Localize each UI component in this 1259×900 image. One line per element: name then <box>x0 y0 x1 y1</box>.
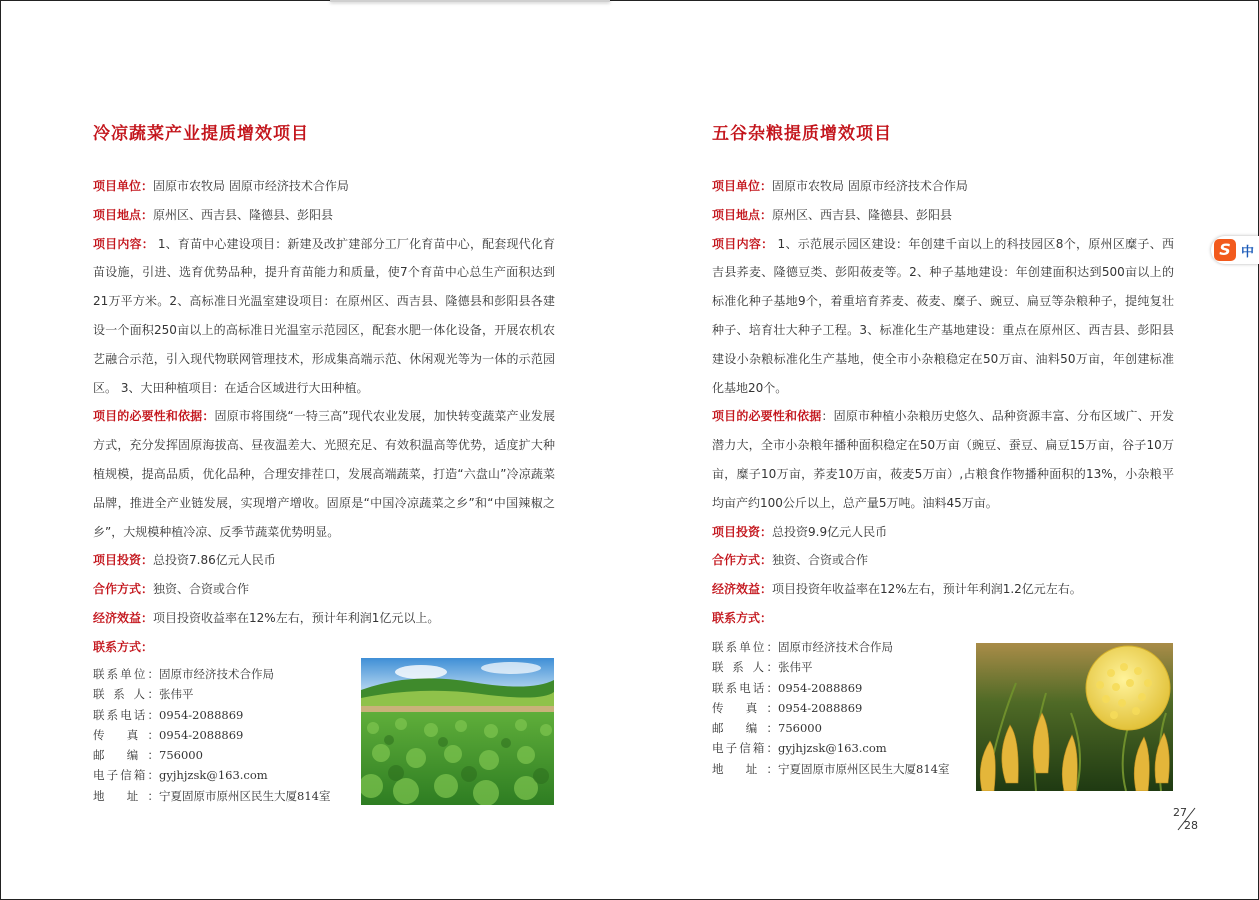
location-label: 项目地点： <box>712 207 773 222</box>
left-investment-row <box>93 546 555 575</box>
left-content-row <box>93 230 555 403</box>
contact-row: 邮 编：756000 <box>93 748 203 763</box>
investment-label: 项目投资： <box>93 553 154 568</box>
investment-label: 项目投资： <box>712 524 773 539</box>
benefit-label: 经济效益： <box>93 610 154 625</box>
page-number <box>1170 806 1202 834</box>
right-unit-row <box>712 172 1174 201</box>
content-value: 1、示范展示园区建设：年创建千亩以上的科技园区8个，原州区糜子、西吉县荞麦、隆德豆类、彭阳莜麦等。2、种子基地建设：年创建面积达到500亩以上的标准化种子基地9个，着重培育荞麦、莜麦、糜子、豌豆、扁豆等杂粮种子，提纯复壮种子、培育壮大种子工程。3、标准化生产基地建设：重点在原州区、西吉县、彭阳县建设小杂粮标准化生产基地，使全市小杂粮稳定在50万亩、油料50万亩，年创建标准化基地20个。 <box>712 236 1174 395</box>
right-content-row <box>712 230 1174 403</box>
content-label: 项目内容： <box>93 236 154 251</box>
unit-value: 固原市农牧局 固原市经济技术合作局 <box>153 179 349 193</box>
basis-value: ：固原市种植小杂粮历史悠久、品种资源丰富、分布区域广、开发潜力大，全市小杂粮年播种面积稳定在50万亩（豌豆、蚕豆、扁豆15万亩，谷子10万亩，糜子10万亩，荞麦10万亩，莜麦5万亩）,占粮食作物播种面积的13%，小杂粮平均亩产约100公斤以上，总产量5万吨。油料45万亩。 <box>712 409 1174 510</box>
coop-value: 独资、合资或合作 <box>772 553 869 568</box>
investment-value: 总投资7.86亿元人民币 <box>153 553 276 568</box>
page-current: 27 <box>1173 806 1187 819</box>
contact-row: 联 系 人：张伟平 <box>712 660 813 675</box>
contact-row: 地 址：宁夏固原市原州区民生大厦814室 <box>712 761 950 776</box>
location-label: 项目地点： <box>93 207 154 222</box>
right-contact-heading <box>712 604 1174 633</box>
right-investment-row <box>712 518 1174 547</box>
coop-label: 合作方式： <box>93 582 154 597</box>
location-value: 原州区、西吉县、隆德县、彭阳县 <box>153 207 334 222</box>
contact-row: 联系电话：0954-2088869 <box>93 707 244 722</box>
contact-row: 传 真：0954-2088869 <box>712 700 863 715</box>
ime-mode-toggle[interactable]: 中 <box>1241 245 1255 260</box>
benefit-label: 经济效益： <box>712 582 773 597</box>
contact-row: 地 址：宁夏固原市原州区民生大厦814室 <box>93 788 331 803</box>
page-next: 28 <box>1184 819 1198 832</box>
coop-value: 独资、合资或合作 <box>153 582 250 597</box>
unit-label: 项目单位： <box>93 179 154 193</box>
unit-value: 固原市农牧局 固原市经济技术合作局 <box>772 179 968 193</box>
right-benefit-row <box>712 575 1174 604</box>
content-value: 1、育苗中心建设项目：新建及改扩建部分工厂化育苗中心，配套现代化育苗设施，引进、选育优势品种，提升育苗能力和质量，使7个育苗中心总生产面积达到21万平方米。2、高标准日光温室建设项目：在原州区、西吉县、隆德县和彭阳县各建设一个面积250亩以上的高标准日光温室示范园区，配套水肥一体化设备，开展农机农艺融合示范，引入现代物联网管理技术，形成集高端示范、休闲观光等为一体的示范园区。 3、大田种植项目：在适合区域进行大田种植。 <box>93 236 555 395</box>
basis-value: 固原市将围绕“一特三高”现代农业发展，加快转变蔬菜产业发展方式，充分发挥固原海拔高、昼夜温差大、光照充足、有效积温高等优势，适度扩大种植规模，提高品质，优化品种，合理安排茬口，发展高端蔬菜，打造“六盘山”冷凉蔬菜品牌，推进全产业链发展，实现增产增收。固原是“中国冷凉蔬菜之乡”和“中国辣椒之乡”，大规模种植冷凉、反季节蔬菜优势明显。 <box>93 409 555 539</box>
right-contact-block <box>712 637 949 779</box>
left-project-title: 冷凉蔬菜产业提质增效项目 <box>93 124 309 144</box>
right-project-title: 五谷杂粮提质增效项目 <box>712 124 892 144</box>
contact-row: 联系单位：固原市经济技术合作局 <box>712 640 893 654</box>
left-basis-row <box>93 402 555 546</box>
benefit-value: 项目投资收益率在12%左右，预计年利润1亿元以上。 <box>153 610 440 625</box>
left-location-row <box>93 201 555 230</box>
contact-row: 传 真：0954-2088869 <box>93 727 244 742</box>
contact-row: 邮 编：756000 <box>712 721 822 736</box>
contact-label: 联系方式： <box>712 610 773 625</box>
left-benefit-row <box>93 604 555 633</box>
contact-row: 电子信箱：gyjhjzsk@163.com <box>712 741 887 756</box>
left-contact-block <box>93 664 330 806</box>
basis-label: 项目的必要性和依据： <box>93 409 215 424</box>
left-project-details <box>93 172 555 662</box>
unit-label: 项目单位： <box>712 179 773 193</box>
ime-toolbar[interactable] <box>1211 236 1259 264</box>
contact-row: 联系电话：0954-2088869 <box>712 680 863 695</box>
right-location-row <box>712 201 1174 230</box>
coop-label: 合作方式： <box>712 553 773 568</box>
right-project-details <box>712 172 1174 633</box>
left-unit-row <box>93 172 555 201</box>
contact-row: 联系单位：固原市经济技术合作局 <box>93 667 274 681</box>
vegetable-field-photo <box>361 658 554 805</box>
contact-row: 联 系 人：张伟平 <box>93 687 194 702</box>
benefit-value: 项目投资年收益率在12%左右，预计年利润1.2亿元左右。 <box>772 582 1082 597</box>
contact-row: 电子信箱：gyjhjzsk@163.com <box>93 768 268 783</box>
top-scroll-indicator <box>330 0 610 2</box>
millet-grain-photo <box>976 643 1173 791</box>
investment-value: 总投资9.9亿元人民币 <box>772 524 888 539</box>
sogou-logo-icon[interactable]: S <box>1214 239 1236 261</box>
location-value: 原州区、西吉县、隆德县、彭阳县 <box>772 207 953 222</box>
left-coop-row <box>93 575 555 604</box>
basis-label: 项目的必要性和依据 <box>712 409 822 424</box>
right-coop-row <box>712 546 1174 575</box>
contact-label: 联系方式： <box>93 639 154 654</box>
right-basis-row <box>712 402 1174 517</box>
content-label: 项目内容： <box>712 236 774 251</box>
